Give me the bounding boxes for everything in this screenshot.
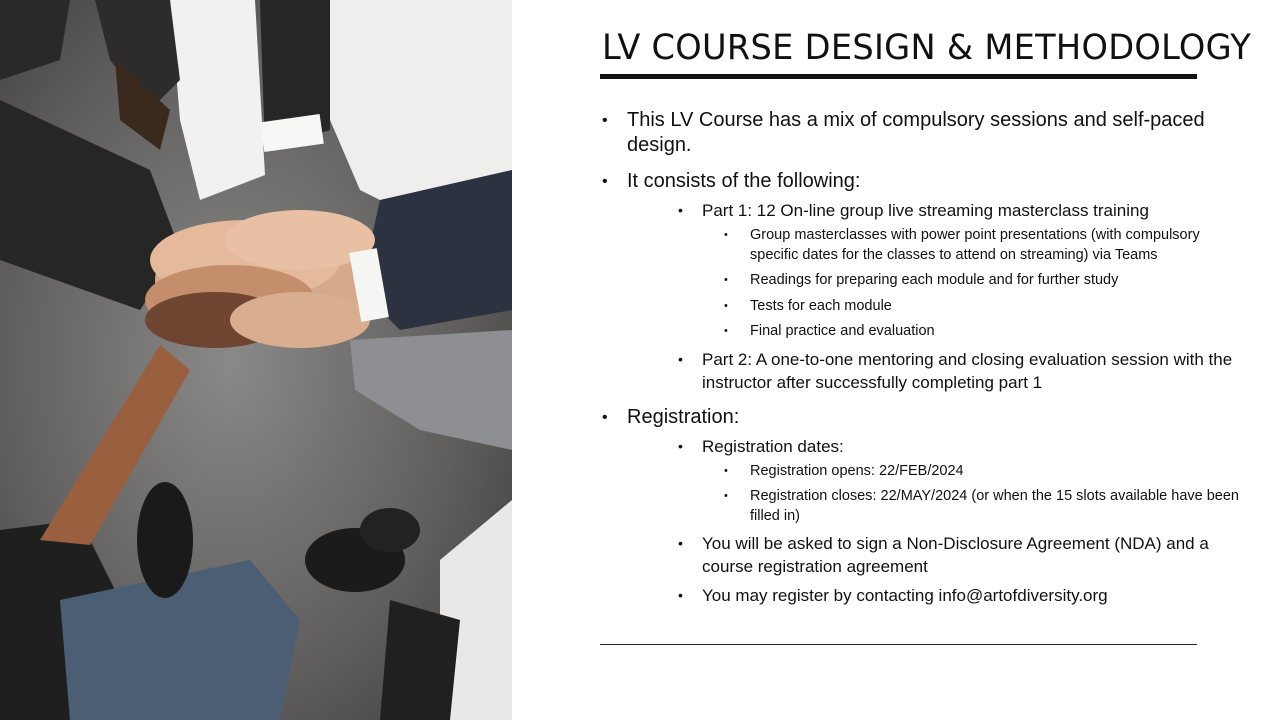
sub-bullet-item [654, 348, 1240, 394]
bullet-text: It consists of the following: [627, 170, 861, 192]
bottom-divider [600, 644, 1197, 645]
sub-bullet-item [654, 532, 1240, 578]
team-hands-photo [0, 0, 512, 720]
sub-bullet-text: Part 2: A one-to-one mentoring and closing evaluation session with the instructor after successfully completing part 1 [702, 349, 1233, 392]
detail-item: • Registration closes: 22/MAY/2024 (or when the 15 slots available have been filled in) [702, 487, 1240, 526]
detail-item: • Registration opens: 22/FEB/2024 [702, 462, 1240, 482]
bullet-item [600, 405, 1240, 608]
bullet-item [600, 169, 1240, 394]
bullet-text: This LV Course has a mix of compulsory sessions and self-paced design. [627, 109, 1205, 156]
bullet-list [600, 108, 1240, 607]
bullet-item [600, 108, 1240, 158]
sub-bullet-list [627, 435, 1240, 608]
detail-list [654, 462, 1240, 527]
slide-title: LV COURSE DESIGN & METHODOLOGY [602, 28, 1252, 68]
sub-bullet-item [654, 435, 1240, 527]
sub-bullet-item [654, 199, 1240, 342]
detail-item: • Tests for each module [702, 297, 1240, 317]
title-underline [600, 74, 1197, 79]
sub-bullet-text: You will be asked to sign a Non-Disclosure Agreement (NDA) and a course registration agreement [702, 534, 1209, 576]
sub-bullet-list [627, 199, 1240, 394]
detail-item: • Final practice and evaluation [702, 322, 1240, 342]
detail-list [654, 226, 1240, 342]
sub-bullet-text: You may register by contacting info@artofdiversity.org [702, 586, 1108, 605]
sub-bullet-text: Registration dates: [702, 436, 844, 456]
bullet-text: Registration: [627, 405, 740, 428]
detail-item: • Readings for preparing each module and for further study [702, 271, 1240, 291]
slide-body [600, 108, 1240, 618]
sub-bullet-text: Part 1: 12 On-line group live streaming masterclass training [702, 201, 1149, 220]
sub-bullet-item [654, 584, 1240, 607]
detail-item: • Group masterclasses with power point presentations (with compulsory specific dates for the classes to attend on streaming) via Teams [702, 226, 1240, 265]
team-hands-illustration [0, 0, 512, 720]
